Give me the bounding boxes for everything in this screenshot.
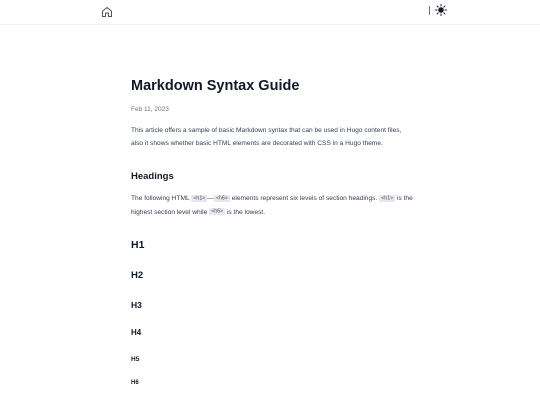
- inline-code-h1: <h1>: [193, 195, 206, 201]
- paragraph-text: is the lowest.: [225, 208, 266, 216]
- inline-code-h1: <h1>: [381, 195, 394, 201]
- demo-heading-h6: H6: [131, 380, 139, 386]
- demo-heading-h1: H1: [131, 239, 145, 251]
- post-date: Feb 11, 2023: [131, 106, 169, 113]
- intro-paragraph: This article offers a sample of basic Markdown syntax that can be used in Hugo content files, also it shows whether basic HTML elements are decorated with CSS in a Hugo theme.: [131, 127, 402, 147]
- paragraph-text: is the highest section level while: [131, 195, 413, 216]
- home-link[interactable]: [101, 6, 113, 18]
- headings-description-paragraph: [131, 192, 413, 219]
- theme-toggle-button[interactable]: [435, 4, 447, 16]
- inline-code-h6: <h6>: [211, 208, 224, 215]
- demo-heading-h4: H4: [131, 328, 142, 337]
- paragraph-text: elements represent six levels of section headings.: [229, 195, 380, 202]
- page-title: Markdown Syntax Guide: [131, 78, 300, 94]
- paragraph-text: —: [207, 195, 214, 202]
- header-divider: [429, 6, 430, 15]
- demo-heading-h5: H5: [131, 356, 140, 363]
- demo-heading-h3: H3: [131, 300, 142, 310]
- demo-heading-h2: H2: [131, 270, 144, 281]
- sun-icon: [435, 4, 447, 16]
- top-navigation-bar: [0, 0, 540, 25]
- home-icon: [101, 6, 113, 18]
- inline-code-h6: <h6>: [215, 195, 228, 201]
- paragraph-text: The following HTML: [131, 195, 192, 202]
- section-heading-headings: Headings: [131, 171, 174, 182]
